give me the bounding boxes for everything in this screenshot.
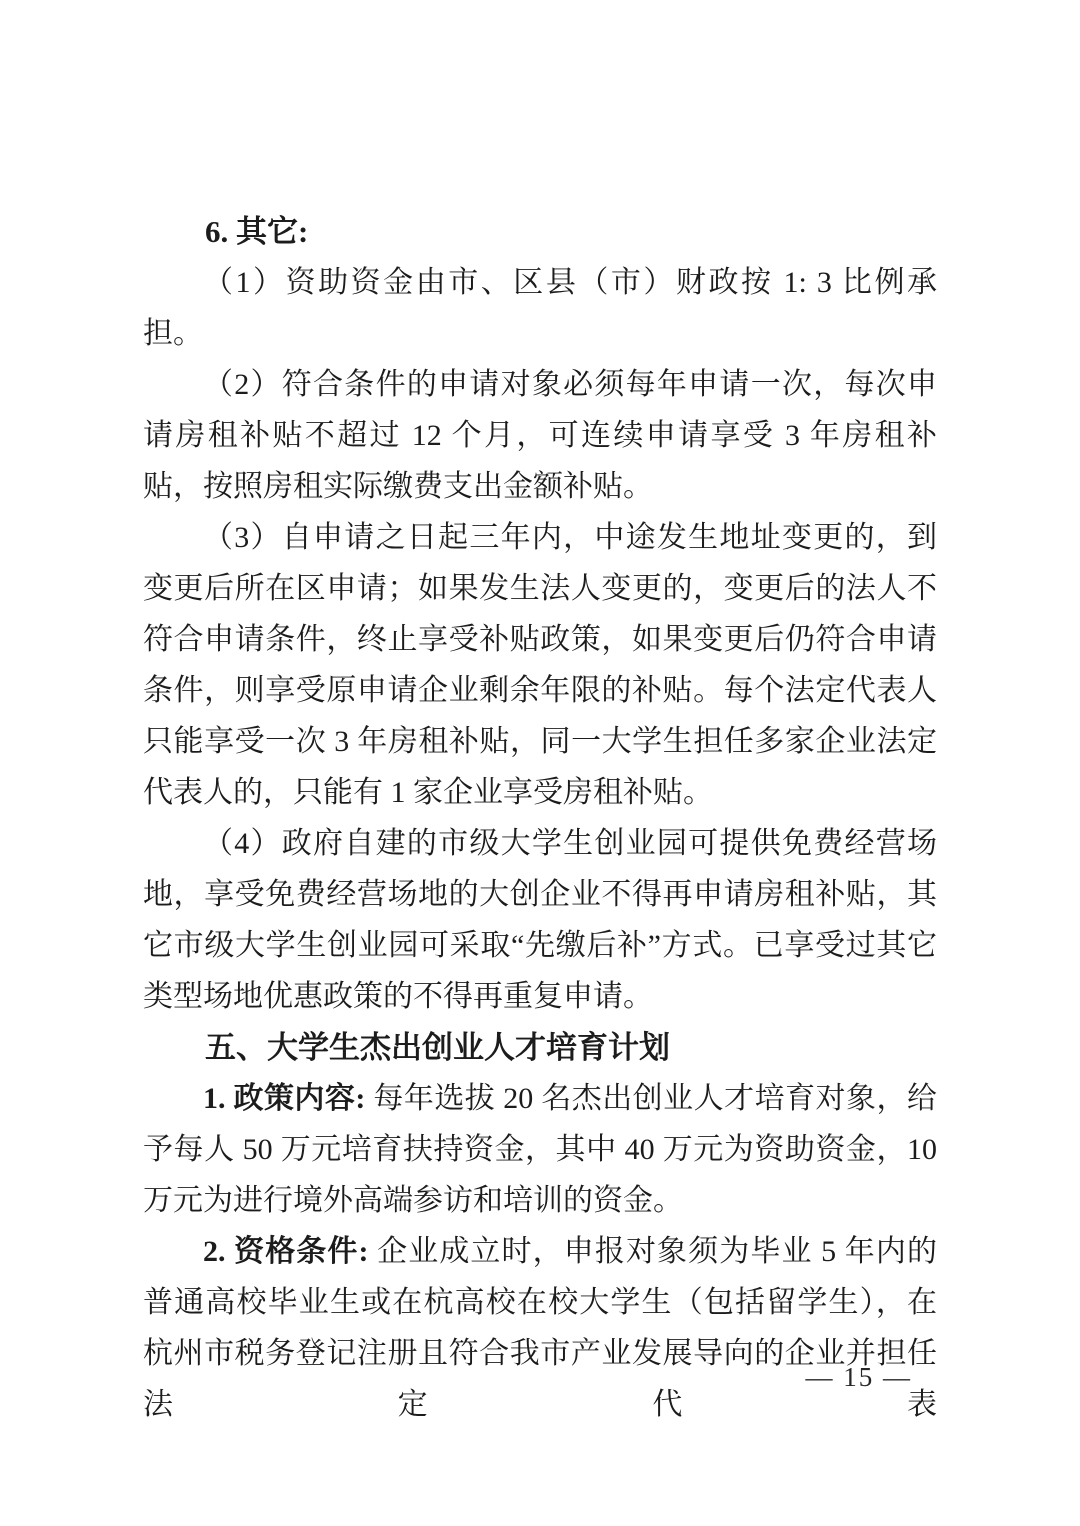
- paragraph-qualification-label: 2. 资格条件:: [203, 1235, 369, 1268]
- page-number: — 15 —: [805, 1362, 912, 1392]
- paragraph-policy-content: [143, 1073, 937, 1226]
- document-body: [143, 206, 937, 1430]
- paragraph-qualification: [143, 1226, 937, 1430]
- paragraph-policy-content-label: 1. 政策内容:: [203, 1082, 366, 1115]
- paragraph-item-1: （1）资助资金由市、区县（市）财政按 1: 3 比例承担。: [143, 266, 937, 350]
- paragraph-policy-content-text: 每年选拔 20 名杰出创业人才培育对象，给予每人 50 万元培育扶持资金，其中 40 万元为资助资金，10 万元为进行境外高端参访和培训的资金。: [143, 1082, 937, 1217]
- paragraph-item-2: （2）符合条件的申请对象必须每年申请一次，每次申请房租补贴不超过 12 个月，可连续申请享受 3 年房租补贴，按照房租实际缴费支出金额补贴。: [143, 368, 937, 503]
- paragraph-item-3: （3）自申请之日起三年内，中途发生地址变更的，到变更后所在区申请；如果发生法人变更的，变更后的法人不符合申请条件，终止享受补贴政策，如果变更后仍符合申请条件，则享受原申请企业剩余年限的补贴。每个法定代表人只能享受一次 3 年房租补贴，同一大学生担任多家企业法定代表人的，只能有 1 家企业享受房租补贴。: [143, 521, 937, 809]
- paragraph-qualification-text: 企业成立时，申报对象须为毕业 5 年内的普通高校毕业生或在杭高校在校大学生（包括留学生），在杭州市税务登记注册且符合我市产业发展导向的企业并担任法定代表: [143, 1235, 937, 1421]
- paragraph-item-4: （4）政府自建的市级大学生创业园可提供免费经营场地，享受免费经营场地的大创企业不得再申请房租补贴，其它市级大学生创业园可采取“先缴后补”方式。已享受过其它类型场地优惠政策的不得再重复申请。: [143, 827, 937, 1013]
- section-heading-5-talent-plan: 五、大学生杰出创业人才培育计划: [205, 1030, 670, 1065]
- section-heading-6-other: 6. 其它:: [205, 214, 309, 249]
